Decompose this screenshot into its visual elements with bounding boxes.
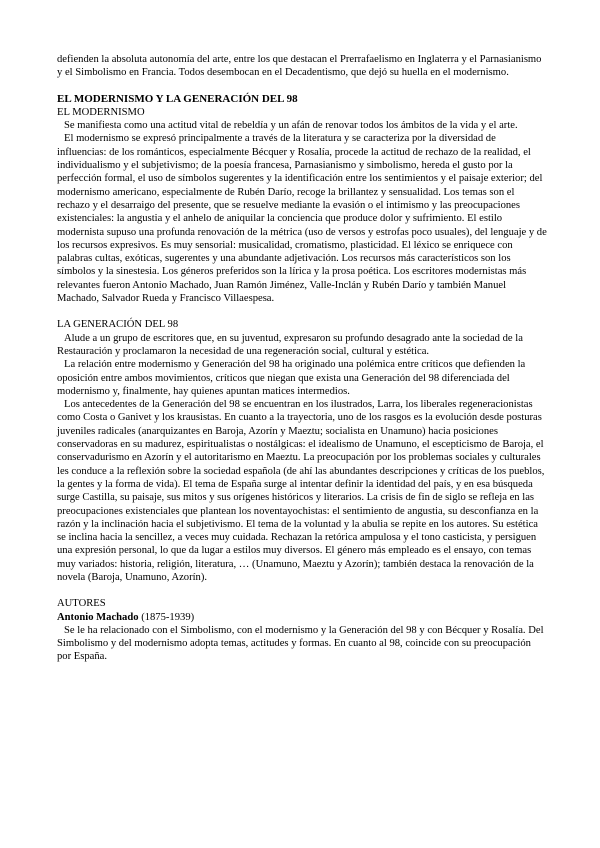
spacer	[57, 584, 547, 597]
modernismo-paragraph-2: El modernismo se expresó principalmente a través de la literatura y se caracteriza por la diversidad de influencias: de los románticos, especialmente Bécquer y Rosalía, procede la actitud de rechazo de la realidad, el individualismo y el subjetivismo; de la poesía francesa, Parnasianismo y simbolismo, hereda el gusto por la perfección formal, el uso de símbolos sugerentes y la identificación entre los sentimientos y el paisaje exterior; del modernismo americano, especialmente de Rubén Darío, recoge la brillantez y sensualidad. Los temas son el rechazo y el desarraigo del presente, que se resuelve mediante la evasión o el intimismo y las preocupaciones existenciales: la angustia y el anhelo de aniquilar la conciencia que produce dolor y sufrimiento. El estilo modernista supuso una profunda renovación de la métrica (uso de versos y estrofas poco usuales), del lenguaje y de los recursos expresivos. Es muy sensorial: musicalidad, cromatismo, plasticidad. El léxico se enriquece con palabras cultas, exóticas, sugerentes y una abundante adjetivación. Los recursos más característicos son los símbolos y la sinestesia. Los géneros preferidos son la lírica y la prosa poética. Los escritores modernistas más relevantes fueron Antonio Machado, Juan Ramón Jiménez, Valle-Inclán y Rubén Darío y también Manuel Machado, Salvador Rueda y Francisco Villaespesa.	[57, 133, 547, 305]
intro-paragraph: defienden la absoluta autonomía del arte, entre los que destacan el Prerrafaelismo en Inglaterra y el Parnasianismo y el Simbolismo en Francia. Todos desembocan en el Decadentismo, que dejó su huella en el modernismo.	[57, 54, 542, 79]
generacion98-paragraph-1: Alude a un grupo de escritores que, en su juventud, expresaron su profundo desagrado ante la sociedad de la Restauración y proclamaron la necesidad de una regeneración social, cultural y estética.	[57, 332, 523, 357]
generacion98-paragraph-2: La relación entre modernismo y Generación del 98 ha originado una polémica entre críticos que defienden la oposición entre ambos movimientos, críticos que niegan que exista una Generación del 98 diferenciada del modernismo y, finalmente, hay quienes apuntan matices intermedios.	[57, 359, 526, 397]
generacion98-heading: LA GENERACIÓN DEL 98	[57, 319, 179, 331]
author-heading	[57, 611, 547, 624]
spacer	[57, 305, 547, 318]
autores-heading: AUTORES	[57, 598, 106, 610]
author-name: Antonio Machado	[57, 611, 139, 623]
document-page	[57, 53, 547, 664]
modernismo-heading: EL MODERNISMO	[57, 106, 145, 118]
generacion98-paragraph-3: Los antecedentes de la Generación del 98 se encuentran en los ilustrados, Larra, los liberales regeneracionistas como Costa o Ganivet y los krausistas. En cuanto a la trayectoria, uno de los rasgos es la evolución desde posturas juveniles radicales (anarquizantes en Baroja, Azorín y Maeztu; socialista en Unamuno) hacia posiciones conservadoras en su madurez, espiritualistas o nostálgicas: el idealismo de Unamuno, el escepticismo de Baroja, el conservadurismo en Azorín y el autoritarismo en Maeztu. La preocupación por los problemas sociales y culturales les conduce a la reflexión sobre la sociedad española (de ahí las abundantes descripciones y críticas de los pueblos, la gentes y la forma de vida). El tema de España surge al intentar definir la identidad del país, y en esa búsqueda surge Castilla, su paisaje, sus mitos y sus orígenes históricos y literarios. La crisis de fin de siglo se refleja en las preocupaciones existenciales que plantean los noventayochistas: el sentimiento de angustia, su desconfianza en la razón y la inclinación hacia el subjetivismo. El tema de la voluntad y la abulia se repite en los autores. Su estética se inclina hacia la sencillez, a veces muy cuidada. Rechazan la retórica ampulosa y el tono casticista, y persiguen una expresión personal, lo que da lugar a estilos muy diversos. El género más empleado es el ensayo, con temas muy variados: historia, religión, literatura, … (Unamuno, Maeztu y Azorín); también destaca la renovación de la novela (Baroja, Unamuno, Azorín).	[57, 399, 545, 583]
author-dates: (1875-1939)	[141, 611, 195, 623]
modernismo-paragraph-1: Se manifiesta como una actitud vital de rebeldía y un afán de renovar todos los ámbitos de la vida y el arte.	[64, 120, 518, 132]
section-main-heading: EL MODERNISMO Y LA GENERACIÓN DEL 98	[57, 92, 298, 105]
author-paragraph: Se le ha relacionado con el Simbolismo, con el modernismo y la Generación del 98 y con Bécquer y Rosalía. Del Simbolismo y del modernismo adopta temas, actitudes y formas. En cuanto al 98, coincide con su preocupación por España.	[57, 624, 544, 663]
